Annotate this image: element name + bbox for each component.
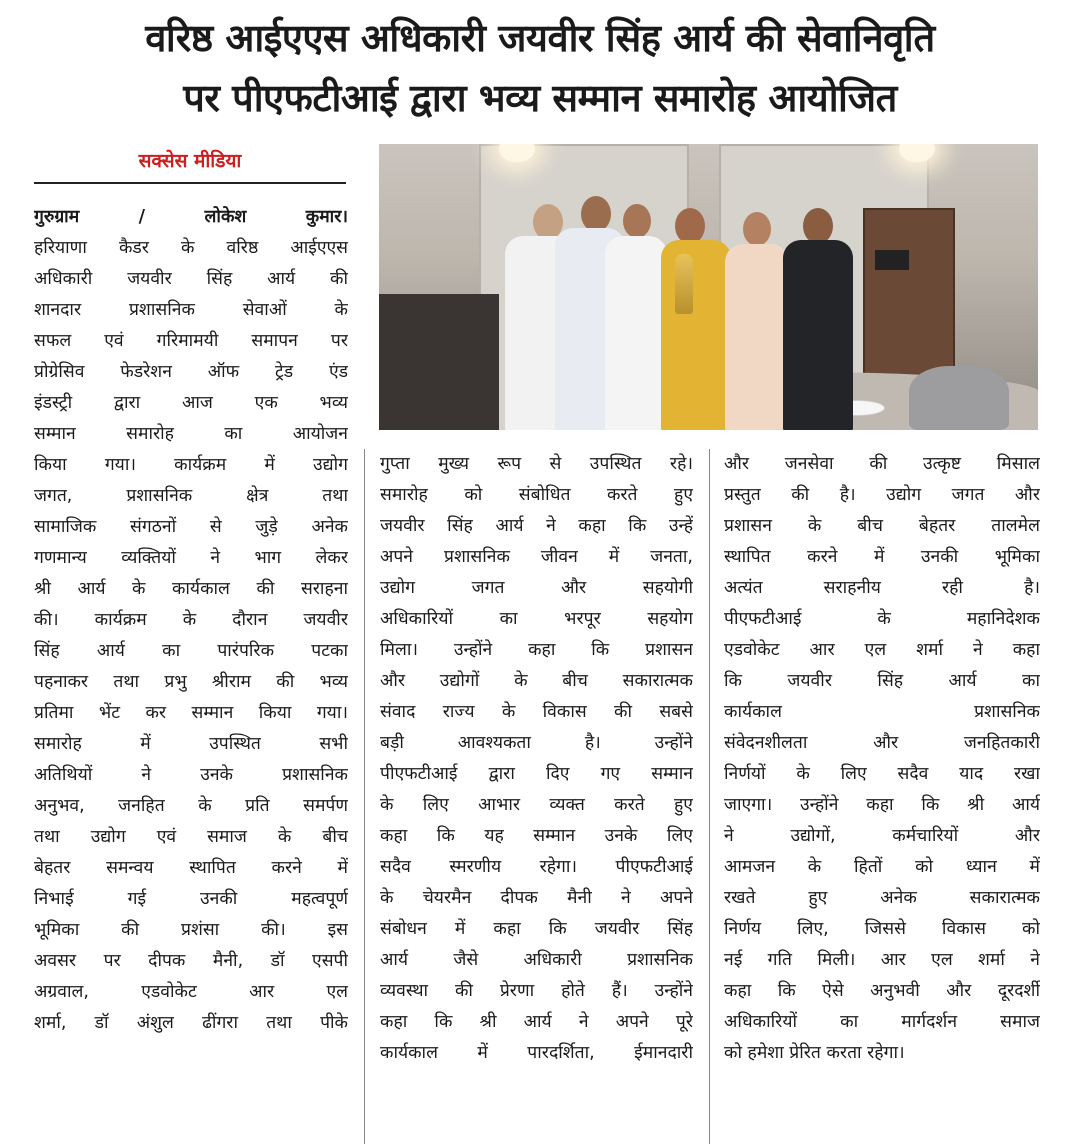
column-divider — [709, 449, 710, 1144]
text-line: हरियाणा कैडर के वरिष्ठ आईएएस — [34, 238, 348, 258]
text-line: जाएगा। उन्होंने कहा कि श्री आर्य — [724, 795, 1040, 815]
text-line: के लिए आभार व्यक्त करते हुए — [380, 795, 693, 815]
text-line: प्रोग्रेसिव फेडरेशन ऑफ ट्रेड एंड — [34, 362, 348, 382]
text-line: श्री आर्य के कार्यकाल की सराहना — [34, 579, 348, 599]
text-line: ने उद्योगों, कर्मचारियों और — [724, 826, 1040, 846]
text-line: अपने प्रशासनिक जीवन में जनता, — [380, 547, 693, 567]
column-divider — [364, 449, 365, 1144]
text-line: प्रतिमा भेंट कर सम्मान किया गया। — [34, 703, 348, 723]
text-line: बड़ी आवश्यकता है। उन्होंने — [380, 733, 693, 753]
text-line: सम्मान समारोह का आयोजन — [34, 424, 348, 444]
text-line: नई गति मिली। आर एल शर्मा ने — [724, 950, 1040, 970]
text-line: निर्णयों के लिए सदैव याद रखा — [724, 764, 1040, 784]
text-line: सिंह आर्य का पारंपरिक पटका — [34, 641, 348, 661]
text-line: संवेदनशीलता और जनहितकारी — [724, 733, 1040, 753]
text-line: निर्णय लिए, जिससे विकास को — [724, 919, 1040, 939]
headline — [20, 8, 1060, 128]
text-line: किया गया। कार्यक्रम में उद्योग — [34, 455, 348, 475]
text-line: निभाई गई उनकी महत्वपूर्ण — [34, 889, 348, 909]
text-line: कहा कि यह सम्मान उनके लिए — [380, 826, 693, 846]
news-photo — [379, 144, 1038, 430]
text-line: और उद्योगों के बीच सकारात्मक — [380, 671, 693, 691]
text-line: तथा उद्योग एवं समाज के बीच — [34, 827, 348, 847]
dateline: गुरुग्राम / लोकेश कुमार। — [34, 207, 348, 227]
text-line: व्यवस्था की प्रेरणा होते हैं। उन्होंने — [380, 981, 693, 1001]
text-line: अत्यंत सराहनीय रही है। — [724, 578, 1040, 598]
air-conditioner — [863, 208, 955, 378]
source-label: सक्सेस मीडिया — [138, 150, 242, 172]
text-line: प्रस्तुत की है। उद्योग जगत और — [724, 485, 1040, 505]
headline-line-1: वरिष्ठ आईएएस अधिकारी जयवीर सिंह आर्य की सेवानिवृति — [145, 16, 935, 60]
headline-line-2: पर पीएफटीआई द्वारा भव्य सम्मान समारोह आयोजित — [183, 76, 897, 120]
text-line: शर्मा, डॉ अंशुल ढींगरा तथा पीके — [34, 1013, 348, 1033]
text-line: कहा कि श्री आर्य ने अपने पूरे — [380, 1012, 693, 1032]
text-line: जयवीर सिंह आर्य ने कहा कि उन्हें — [380, 516, 693, 536]
text-line: सामाजिक संगठनों से जुड़े अनेक — [34, 517, 348, 537]
text-line: संवाद राज्य के विकास की सबसे — [380, 702, 693, 722]
cabinet — [379, 294, 499, 430]
text-line: गुप्ता मुख्य रूप से उपस्थित रहे। — [380, 454, 693, 474]
text-line: जगत, प्रशासनिक क्षेत्र तथा — [34, 486, 348, 506]
text-line: समारोह में उपस्थित सभी — [34, 734, 348, 754]
text-line: मिला। उन्होंने कहा कि प्रशासन — [380, 640, 693, 660]
text-line: कहा कि ऐसे अनुभवी और दूरदर्शी — [724, 981, 1040, 1001]
text-line: अवसर पर दीपक मैनी, डॉ एसपी — [34, 951, 348, 971]
text-line: अधिकारियों का भरपूर सहयोग — [380, 609, 693, 629]
text-line: और जनसेवा की उत्कृष्ट मिसाल — [724, 454, 1040, 474]
chair — [909, 366, 1009, 430]
text-line: अधिकारी जयवीर सिंह आर्य की — [34, 269, 348, 289]
article-column-2 — [380, 449, 693, 1069]
source-divider — [34, 182, 346, 184]
text-line: सफल एवं गरिमामयी समापन पर — [34, 331, 348, 351]
article-column-3 — [724, 449, 1040, 1069]
text-line: बेहतर समन्वय स्थापित करने में — [34, 858, 348, 878]
text-line: पीएफटीआई के महानिदेशक — [724, 609, 1040, 629]
text-line: अग्रवाल, एडवोकेट आर एल — [34, 982, 348, 1002]
text-line: इंडस्ट्री द्वारा आज एक भव्य — [34, 393, 348, 413]
text-line: गणमान्य व्यक्तियों ने भाग लेकर — [34, 548, 348, 568]
text-line: कि जयवीर सिंह आर्य का — [724, 671, 1040, 691]
text-line: पहनाकर तथा प्रभु श्रीराम की भव्य — [34, 672, 348, 692]
text-line: अतिथियों ने उनके प्रशासनिक — [34, 765, 348, 785]
text-line: के चेयरमैन दीपक मैनी ने अपने — [380, 888, 693, 908]
text-line: समारोह को संबोधित करते हुए — [380, 485, 693, 505]
text-line: आमजन के हितों को ध्यान में — [724, 857, 1040, 877]
text-line: एडवोकेट आर एल शर्मा ने कहा — [724, 640, 1040, 660]
text-line: को हमेशा प्रेरित करता रहेगा। — [724, 1043, 905, 1063]
text-line: आर्य जैसे अधिकारी प्रशासनिक — [380, 950, 693, 970]
text-line: की। कार्यक्रम के दौरान जयवीर — [34, 610, 348, 630]
trophy — [675, 254, 693, 314]
text-line: प्रशासन के बीच बेहतर तालमेल — [724, 516, 1040, 536]
text-line: उद्योग जगत और सहयोगी — [380, 578, 693, 598]
text-line: अधिकारियों का मार्गदर्शन समाज — [724, 1012, 1040, 1032]
text-line: सदैव स्मरणीय रहेगा। पीएफटीआई — [380, 857, 693, 877]
text-line: अनुभव, जनहित के प्रति समर्पण — [34, 796, 348, 816]
text-line: भूमिका की प्रशंसा की। इस — [34, 920, 348, 940]
text-line: कार्यकाल प्रशासनिक — [724, 702, 1040, 722]
text-line: रखते हुए अनेक सकारात्मक — [724, 888, 1040, 908]
text-line: शानदार प्रशासनिक सेवाओं के — [34, 300, 348, 320]
text-line: पीएफटीआई द्वारा दिए गए सम्मान — [380, 764, 693, 784]
text-line: संबोधन में कहा कि जयवीर सिंह — [380, 919, 693, 939]
text-line: कार्यकाल में पारदर्शिता, ईमानदारी — [380, 1043, 693, 1063]
article-column-1 — [34, 202, 348, 1039]
text-line: स्थापित करने में उनकी भूमिका — [724, 547, 1040, 567]
